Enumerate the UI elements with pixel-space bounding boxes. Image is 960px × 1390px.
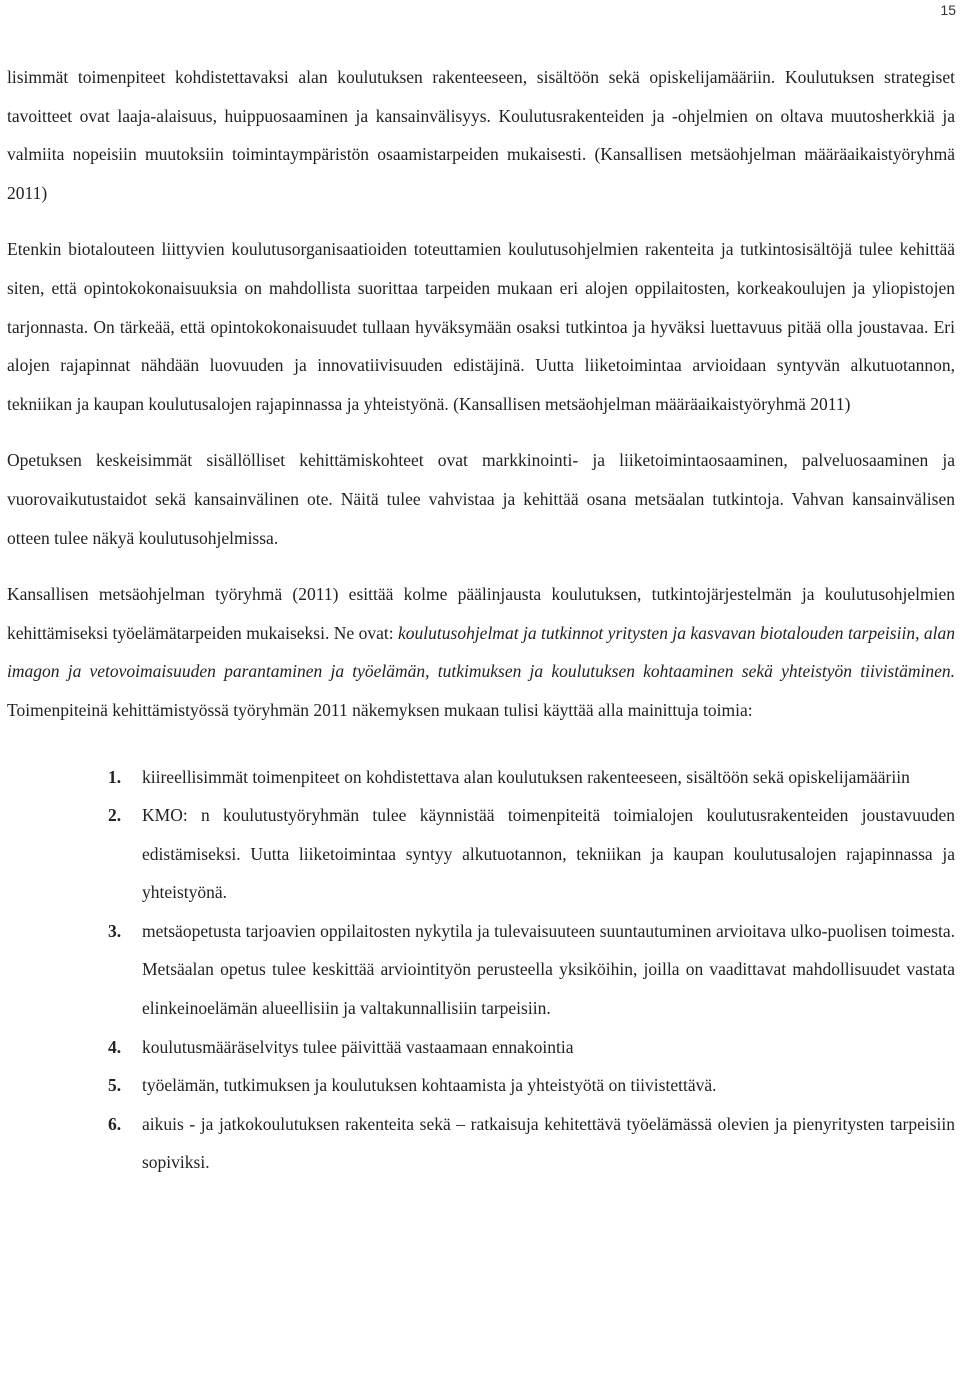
- list-item: [108, 796, 955, 912]
- document-body: [7, 58, 955, 1182]
- list-item: [108, 912, 955, 1028]
- list-item-text: työelämän, tutkimuksen ja koulutuksen kohtaamista ja yhteistyötä on tiivistettävä.: [142, 1075, 717, 1096]
- list-item-number: 6.: [108, 1113, 122, 1134]
- list-item-number: 4.: [108, 1036, 122, 1057]
- list-item: [108, 1028, 955, 1067]
- list-item-number: 5.: [108, 1075, 122, 1096]
- paragraph-4-tail: Toimenpiteinä kehittämistyössä työryhmän 2011 näkemyksen mukaan tulisi käyttää alla mainittuja toimia:: [7, 699, 753, 720]
- paragraph-4-lead: Kansallisen metsäohjelman työryhmä (2011) esittää kolme päälinjausta koulutuksen, tutkintojärjestelmän ja koulutusohjelmien kehittämiseksi työelämätarpeiden mukaiseksi. Ne ovat:: [7, 584, 955, 643]
- paragraph-4: [7, 575, 955, 729]
- list-item-text: kiireellisimmät toimenpiteet on kohdistettava alan koulutuksen rakenteeseen, sisältöön sekä opiskelijamääriin: [142, 766, 910, 787]
- paragraph-4-emphasis: koulutusohjelmat ja tutkinnot yritysten ja kasvavan biotalouden tarpeisiin, alan imagon ja vetovoimaisuuden parantaminen ja työelämän, tutkimuksen ja koulutuksen kohtaaminen sekä yhteistyön tiivistäminen.: [7, 622, 955, 682]
- list-item-text: metsäopetusta tarjoavien oppilaitosten nykytila ja tulevaisuuteen suuntautuminen arvioitava ulko-puolisen toimesta. Metsäalan opetus tulee keskittää arviointityön perusteella yksiköihin, joilla on vaadittavat mahdollisuudet vastata elinkeinoelämän alueellisiin ja valtakunnallisiin tarpeisiin.: [142, 920, 955, 1019]
- page-number: 15: [940, 2, 956, 18]
- paragraph-1: lisimmät toimenpiteet kohdistettavaksi alan koulutuksen rakenteeseen, sisältöön sekä opiskelijamääriin. Koulutuksen strategiset tavoitteet ovat laaja-alaisuus, huippuosaaminen ja kansainvälisyys. Koulutusrakenteiden ja -ohjelmien on oltava muutosherkkiä ja valmiita nopeisiin muutoksiin toimintaympäristön osaamistarpeiden mukaisesti. (Kansallisen metsäohjelman määräaikaistyöryhmä 2011): [7, 67, 955, 203]
- list-item: [108, 1105, 955, 1182]
- measures-list: [7, 758, 955, 1183]
- paragraph-3: Opetuksen keskeisimmät sisällölliset kehittämiskohteet ovat markkinointi- ja liiketoimintaosaaminen, palveluosaaminen ja vuorovaikutustaidot sekä kansainvälinen ote. Näitä tulee vahvistaa ja kehittää osana metsäalan tutkintoja. Vahvan kansainvälisen otteen tulee näkyä koulutusohjelmissa.: [7, 450, 955, 548]
- paragraph-2: Etenkin biotalouteen liittyvien koulutusorganisaatioiden toteuttamien koulutusohjelmien rakenteita ja tutkintosisältöjä tulee kehittää siten, että opintokokonaisuuksia on mahdollista suorittaa tarpeiden mukaan eri alojen oppilaitosten, korkeakoulujen ja yliopistojen tarjonnasta. On tärkeää, että opintokokonaisuudet tullaan hyväksymään osaksi tutkintoa ja hyväksi luettavuus pitää olla joustavaa. Eri alojen rajapinnat nähdään luovuuden ja innovatiivisuuden edistäjinä. Uutta liiketoimintaa arvioidaan syntyvän alkutuotannon, tekniikan ja kaupan koulutusalojen rajapinnassa ja yhteistyönä. (Kansallisen metsäohjelman määräaikaistyöryhmä 2011): [7, 239, 955, 414]
- list-item-text: aikuis - ja jatkokoulutuksen rakenteita sekä – ratkaisuja kehitettävä työelämässä olevien ja pienyritysten tarpeisiin sopiviksi.: [142, 1113, 955, 1173]
- list-item-number: 1.: [108, 766, 122, 787]
- list-item-text: koulutusmääräselvitys tulee päivittää vastaamaan ennakointia: [142, 1036, 574, 1057]
- list-item-number: 2.: [108, 805, 122, 826]
- list-item-text: KMO: n koulutustyöryhmän tulee käynnistää toimenpiteitä toimialojen koulutusrakenteiden joustavuuden edistämiseksi. Uutta liiketoimintaa syntyy alkutuotannon, tekniikan ja kaupan koulutusalojen rajapinnassa ja yhteistyönä.: [142, 805, 955, 903]
- list-item: [108, 1066, 955, 1105]
- list-item: [108, 758, 955, 797]
- list-item-number: 3.: [108, 920, 122, 941]
